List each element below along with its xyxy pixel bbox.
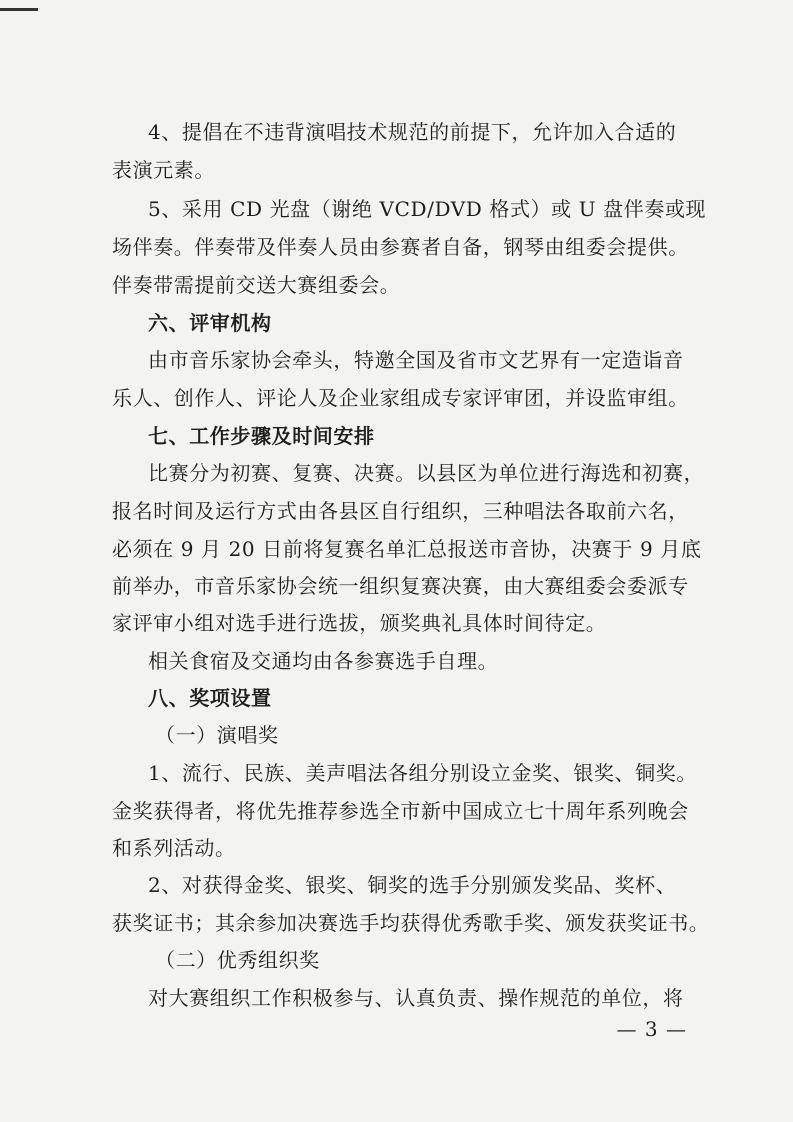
section-heading: 七、工作步骤及时间安排 xyxy=(148,424,375,448)
paragraph-line: 4、提倡在不违背演唱技术规范的前提下，允许加入合适的 xyxy=(148,120,677,144)
paragraph-line: 由市音乐家协会牵头，特邀全国及省市文艺界有一定造诣音 xyxy=(148,348,684,372)
paragraph-line: 家评审小组对选手进行选拔，颁奖典礼具体时间待定。 xyxy=(112,611,607,635)
page-number: — 3 — xyxy=(616,1017,687,1041)
paragraph-line: 5、采用 CD 光盘（谢绝 VCD/DVD 格式）或 U 盘伴奏或现 xyxy=(148,197,707,221)
paragraph-line: 报名时间及运行方式由各县区自行组织，三种唱法各取前六名， xyxy=(112,499,689,523)
paragraph-line: 2、对获得金奖、银奖、铜奖的选手分别颁发奖品、奖杯、 xyxy=(148,873,677,897)
paragraph-line: 表演元素。 xyxy=(112,158,215,182)
paragraph-line: 获奖证书；其余参加决赛选手均获得优秀歌手奖、颁发获奖证书。 xyxy=(112,911,710,935)
section-heading: 八、奖项设置 xyxy=(148,686,272,710)
section-heading: 六、评审机构 xyxy=(148,311,272,335)
paragraph-line: 伴奏带需提前交送大赛组委会。 xyxy=(112,273,401,297)
paragraph-line: 对大赛组织工作积极参与、认真负责、操作规范的单位，将 xyxy=(148,986,684,1010)
paragraph-line: 比赛分为初赛、复赛、决赛。以县区为单位进行海选和初赛， xyxy=(148,461,705,485)
paragraph-line: 金奖获得者，将优先推荐参选全市新中国成立七十周年系列晚会 xyxy=(112,799,689,823)
paragraph-line: 和系列活动。 xyxy=(112,836,236,860)
subsection-heading: （一）演唱奖 xyxy=(155,723,279,747)
paragraph-line: 必须在 9 月 20 日前将复赛名单汇总报送市音协，决赛于 9 月底 xyxy=(112,537,702,561)
paragraph-line: 前举办，市音乐家协会统一组织复赛决赛，由大赛组委会委派专 xyxy=(112,574,689,598)
paragraph-line: 乐人、创作人、评论人及企业家组成专家评审团，并设监审组。 xyxy=(112,386,689,410)
paragraph-line: 场伴奏。伴奏带及伴奏人员由参赛者自备，钢琴由组委会提供。 xyxy=(112,235,689,259)
paragraph-line: 1、流行、民族、美声唱法各组分别设立金奖、银奖、铜奖。 xyxy=(148,761,697,785)
subsection-heading: （二）优秀组织奖 xyxy=(155,948,320,972)
paragraph-line: 相关食宿及交通均由各参赛选手自理。 xyxy=(148,649,499,673)
